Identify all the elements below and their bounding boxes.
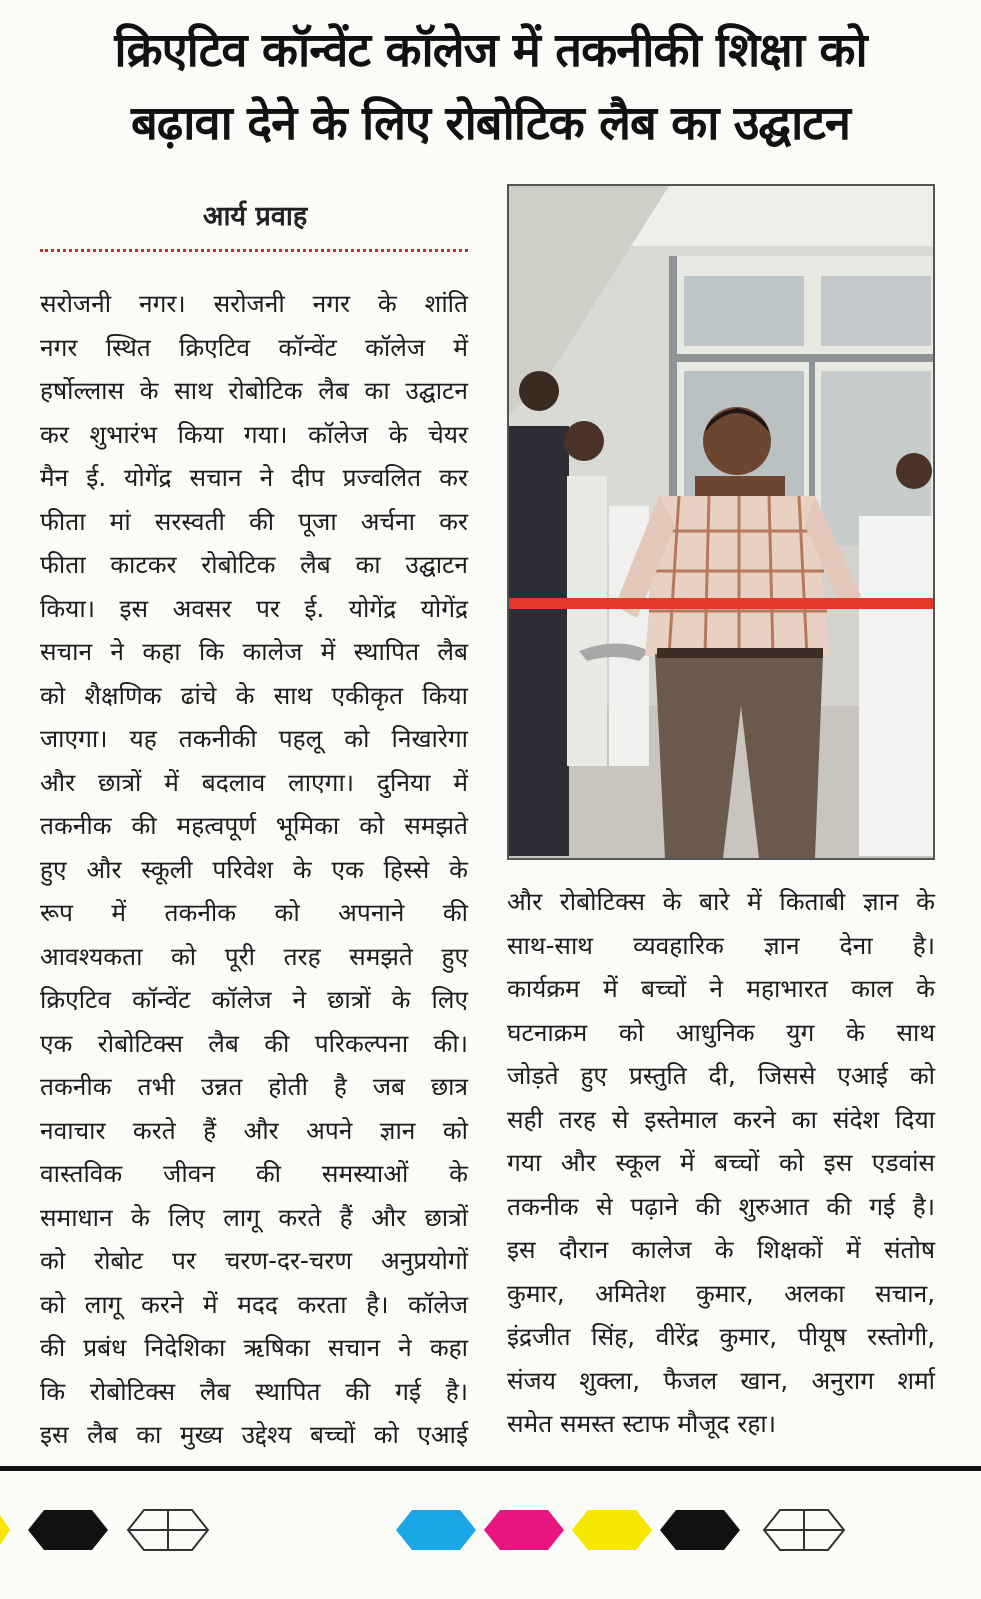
article-line: मैन ई. योगेंद्र सचान ने दीप प्रज्वलित कर bbox=[40, 463, 468, 492]
headline-line-2: बढ़ावा देने के लिए रोबोटिक लैब का उद्घाटन bbox=[130, 96, 851, 151]
article-line: नगर स्थित क्रिएटिव कॉन्वेंट कॉलेज में bbox=[40, 332, 468, 362]
dotted-divider bbox=[40, 249, 468, 252]
article-line: रूप में तकनीक को अपनाने की bbox=[40, 898, 468, 927]
yellow-swatch-icon bbox=[572, 1510, 652, 1550]
ribbon bbox=[509, 598, 933, 609]
article-column-1 bbox=[40, 282, 468, 1457]
article-line: तकनीक से पढ़ाने की शुरुआत की गई है। bbox=[507, 1191, 935, 1221]
headline bbox=[20, 14, 961, 160]
register-mark-icon bbox=[128, 1510, 208, 1550]
article-line: को रोबोट पर चरण-दर-चरण अनुप्रयोगों bbox=[40, 1246, 468, 1275]
article-line: जाएगा। यह तकनीकी पहलू को निखारेगा bbox=[40, 724, 468, 753]
register-mark-icon bbox=[764, 1510, 844, 1550]
article-line: इस लैब का मुख्य उद्देश्य बच्चों को एआई bbox=[40, 1420, 468, 1449]
article-line: सही तरह से इस्तेमाल करने का संदेश दिया bbox=[507, 1104, 935, 1134]
article-line: नवाचार करते हैं और अपने ज्ञान को bbox=[40, 1115, 468, 1145]
article-line: इस दौरान कालेज के शिक्षकों में संतोष bbox=[507, 1235, 935, 1264]
black-swatch-icon bbox=[28, 1510, 108, 1550]
article-line: कि रोबोटिक्स लैब स्थापित की गई है। bbox=[40, 1376, 468, 1406]
news-photo bbox=[507, 184, 935, 860]
article-line: हर्षोल्लास के साथ रोबोटिक लैब का उद्घाटन bbox=[40, 376, 468, 405]
article-line: संजय शुक्ला, फैजल खान, अनुराग शर्मा bbox=[507, 1365, 935, 1395]
byline: आर्य प्रवाह bbox=[202, 201, 308, 232]
article-line: क्रिएटिव कॉन्वेंट कॉलेज ने छात्रों के लिए bbox=[40, 985, 468, 1014]
headline-line-1: क्रिएटिव कॉन्वेंट कॉलेज में तकनीकी शिक्षा को bbox=[114, 23, 867, 78]
article-line: सरोजनी नगर। सरोजनी नगर के शांति bbox=[40, 289, 468, 318]
yellow-swatch-icon bbox=[0, 1515, 10, 1545]
article-line: समेत समस्त स्टाफ मौजूद रहा। bbox=[507, 1409, 776, 1438]
article-line: सचान ने कहा कि कालेज में स्थापित लैब bbox=[40, 637, 468, 666]
article-line: इंद्रजीत सिंह, वीरेंद्र कुमार, पीयूष रस्तोगी, bbox=[507, 1322, 935, 1351]
article-line: को शैक्षणिक ढांचे के साथ एकीकृत किया bbox=[40, 680, 468, 710]
bottom-divider bbox=[0, 1466, 981, 1471]
article-line: फीता काटकर रोबोटिक लैब का उद्घाटन bbox=[40, 550, 468, 579]
article-line: को लागू करने में मदद करता है। कॉलेज bbox=[40, 1289, 468, 1319]
article-line: कुमार, अमितेश कुमार, अलका सचान, bbox=[507, 1278, 935, 1308]
article-column-2 bbox=[507, 880, 935, 1446]
article-line: कर शुभारंभ किया गया। कॉलेज के चेयर bbox=[40, 419, 468, 449]
article-line: कार्यक्रम में बच्चों ने महाभारत काल के bbox=[507, 974, 935, 1003]
article-line: किया। इस अवसर पर ई. योगेंद्र योगेंद्र bbox=[40, 593, 468, 623]
article-line: समाधान के लिए लागू करते हैं और छात्रों bbox=[40, 1202, 468, 1232]
article-line: आवश्यकता को पूरी तरह समझते हुए bbox=[40, 941, 468, 971]
article-line: और रोबोटिक्स के बारे में किताबी ज्ञान के bbox=[507, 887, 935, 916]
article-line: घटनाक्रम को आधुनिक युग के साथ bbox=[507, 1017, 935, 1047]
article-line: और छात्रों में बदलाव लाएगा। दुनिया में bbox=[40, 767, 468, 797]
cyan-swatch-icon bbox=[396, 1510, 476, 1550]
print-registration-marks bbox=[0, 1505, 981, 1555]
black-swatch-icon bbox=[660, 1510, 740, 1550]
article-line: हुए और स्कूली परिवेश के एक हिस्से के bbox=[40, 854, 468, 884]
article-line: एक रोबोटिक्स लैब की परिकल्पना की। bbox=[40, 1028, 468, 1058]
article-line: जोड़ते हुए प्रस्तुति दी, जिससे एआई को bbox=[507, 1061, 935, 1090]
magenta-swatch-icon bbox=[484, 1510, 564, 1550]
article-line: तकनीक तभी उन्नत होती है जब छात्र bbox=[40, 1072, 468, 1101]
article-line: गया और स्कूल में बच्चों को इस एडवांस bbox=[507, 1148, 935, 1177]
article-line: वास्तविक जीवन की समस्याओं के bbox=[40, 1159, 468, 1188]
article-line: तकनीक की महत्वपूर्ण भूमिका को समझते bbox=[40, 811, 468, 840]
article-line: की प्रबंध निदेशिका ऋषिका सचान ने कहा bbox=[40, 1333, 468, 1362]
article-line: साथ-साथ व्यवहारिक ज्ञान देना है। bbox=[507, 930, 935, 960]
article-line: फीता मां सरस्वती की पूजा अर्चना कर bbox=[40, 506, 468, 536]
